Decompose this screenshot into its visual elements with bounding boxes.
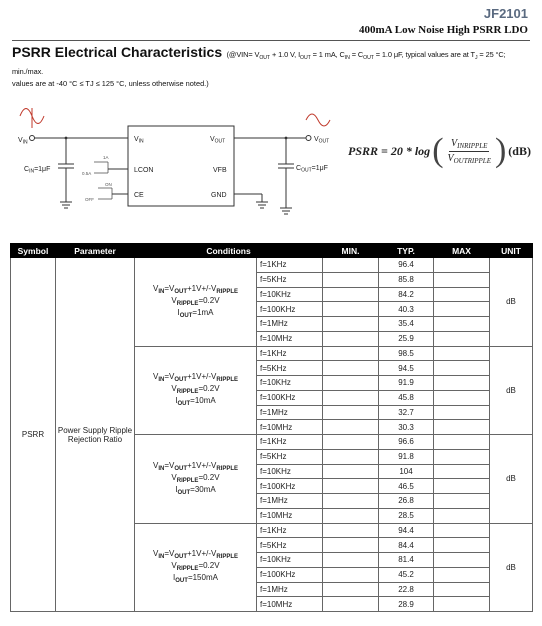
- min-cell: [323, 420, 379, 435]
- svg-text:VFB: VFB: [213, 167, 227, 174]
- max-cell: [434, 317, 490, 332]
- max-cell: [434, 597, 490, 612]
- input-ripple-icon: [20, 108, 44, 128]
- typ-cell: 22.8: [379, 582, 434, 597]
- max-cell: [434, 553, 490, 568]
- unit-cell: dB: [490, 258, 533, 347]
- min-cell: [323, 479, 379, 494]
- symbol-cell: PSRR: [11, 258, 56, 612]
- header-symbol: Symbol: [11, 244, 56, 258]
- freq-cell: f=100KHz: [257, 390, 323, 405]
- typ-cell: 91.9: [379, 376, 434, 391]
- max-cell: [434, 405, 490, 420]
- header-typ: TYP.: [379, 244, 434, 258]
- min-cell: [323, 523, 379, 538]
- min-cell: [323, 361, 379, 376]
- condition-cell: $V_{IN}=V_{OUT}+1V+/-V_{RIPPLE}$ $V_{RIPPLE}=0.2V$ $I_{OUT}=150mA$: [135, 523, 257, 612]
- freq-cell: f=5KHz: [257, 538, 323, 553]
- freq-cell: f=1MHz: [257, 405, 323, 420]
- freq-cell: f=10KHz: [257, 553, 323, 568]
- section-conditions: (@VIN= $V_{OUT} + 1.0$ V, $I_{OUT} = 1$ mA, $C_{IN} = C_{OUT} = 1.0$ μF, typical values are at $T_J = 25$ °C; min./max.: [12, 50, 506, 76]
- freq-cell: f=10MHz: [257, 331, 323, 346]
- min-cell: [323, 508, 379, 523]
- freq-cell: f=5KHz: [257, 361, 323, 376]
- min-cell: [323, 331, 379, 346]
- freq-cell: f=10MHz: [257, 420, 323, 435]
- max-cell: [434, 258, 490, 273]
- part-description: 400mA Low Noise High PSRR LDO: [359, 24, 528, 36]
- cout-label: $C_{OUT}=1\mu F$: [296, 165, 328, 174]
- section-title: PSRR Electrical Characteristics: [12, 44, 223, 60]
- max-cell: [434, 508, 490, 523]
- section-header: [12, 45, 534, 87]
- min-cell: [323, 582, 379, 597]
- condition-cell: $V_{IN}=V_{OUT}+1V+/-V_{RIPPLE}$ $V_{RIPPLE}=0.2V$ $I_{OUT}=1mA$: [135, 258, 257, 347]
- lcon-switch: [82, 155, 128, 176]
- typ-cell: 25.9: [379, 331, 434, 346]
- svg-text:OFF: OFF: [85, 197, 94, 202]
- typ-cell: 46.5: [379, 479, 434, 494]
- typ-cell: 40.3: [379, 302, 434, 317]
- min-cell: [323, 494, 379, 509]
- typ-cell: 96.6: [379, 435, 434, 450]
- min-cell: [323, 272, 379, 287]
- typ-cell: 28.9: [379, 597, 434, 612]
- max-cell: [434, 494, 490, 509]
- min-cell: [323, 287, 379, 302]
- table-header-row: [11, 244, 533, 258]
- unit-cell: dB: [490, 435, 533, 524]
- min-cell: [323, 597, 379, 612]
- svg-text:1A: 1A: [103, 155, 109, 160]
- max-cell: [434, 435, 490, 450]
- min-cell: [323, 567, 379, 582]
- ce-switch: [85, 182, 128, 202]
- typ-cell: 26.8: [379, 494, 434, 509]
- freq-cell: f=1MHz: [257, 494, 323, 509]
- typ-cell: 98.5: [379, 346, 434, 361]
- section-conditions-line2: values are at -40 °C ≤ TJ ≤ 125 °C, unless otherwise noted.): [12, 78, 209, 88]
- min-cell: [323, 390, 379, 405]
- svg-text:0.5A: 0.5A: [82, 171, 92, 176]
- vin-terminal: [18, 136, 35, 146]
- header-min: MIN.: [323, 244, 379, 258]
- max-cell: [434, 523, 490, 538]
- svg-text:VIN: $V_{IN}$: [18, 137, 28, 146]
- psrr-formula: PSRR = 20 * log ( $\frac{V_{INRIPPLE}}{V_{OUTRIPPLE}}$ ) (dB): [348, 132, 531, 169]
- vout-terminal: [306, 136, 329, 145]
- svg-text:VOUT: $V_{OUT}$: [210, 136, 226, 145]
- max-cell: [434, 464, 490, 479]
- psrr-table: [10, 243, 533, 612]
- freq-cell: f=100KHz: [257, 567, 323, 582]
- min-cell: [323, 376, 379, 391]
- min-cell: [323, 317, 379, 332]
- typ-cell: 84.2: [379, 287, 434, 302]
- condition-cell: $V_{IN}=V_{OUT}+1V+/-V_{RIPPLE}$ $V_{RIPPLE}=0.2V$ $I_{OUT}=30mA$: [135, 435, 257, 524]
- min-cell: [323, 464, 379, 479]
- header-rule: [12, 40, 530, 41]
- ground-symbol: [60, 202, 72, 208]
- min-cell: [323, 449, 379, 464]
- freq-cell: f=1KHz: [257, 435, 323, 450]
- freq-cell: f=10MHz: [257, 597, 323, 612]
- min-cell: [323, 258, 379, 273]
- freq-cell: f=1MHz: [257, 582, 323, 597]
- header-parameter: Parameter: [56, 244, 135, 258]
- freq-cell: f=10MHz: [257, 508, 323, 523]
- unit-cell: dB: [490, 346, 533, 435]
- max-cell: [434, 331, 490, 346]
- freq-cell: f=10KHz: [257, 287, 323, 302]
- test-circuit-schematic: [10, 98, 346, 222]
- formula-fraction: $\frac{V_{INRIPPLE}}{V_{OUTRIPPLE}}$: [447, 137, 491, 165]
- max-cell: [434, 420, 490, 435]
- max-cell: [434, 272, 490, 287]
- min-cell: [323, 538, 379, 553]
- max-cell: [434, 302, 490, 317]
- svg-text:VIN: $V_{IN}$: [134, 136, 144, 145]
- cin-label: $C_{IN}=1\mu F$: [24, 166, 51, 175]
- freq-cell: f=100KHz: [257, 302, 323, 317]
- typ-cell: 45.8: [379, 390, 434, 405]
- typ-cell: 96.4: [379, 258, 434, 273]
- condition-cell: $V_{IN}=V_{OUT}+1V+/-V_{RIPPLE}$ $V_{RIPPLE}=0.2V$ $I_{OUT}=10mA$: [135, 346, 257, 435]
- max-cell: [434, 346, 490, 361]
- typ-cell: 45.2: [379, 567, 434, 582]
- max-cell: [434, 567, 490, 582]
- min-cell: [323, 346, 379, 361]
- typ-cell: 94.5: [379, 361, 434, 376]
- typ-cell: 28.5: [379, 508, 434, 523]
- freq-cell: f=1MHz: [257, 317, 323, 332]
- freq-cell: f=1KHz: [257, 523, 323, 538]
- max-cell: [434, 582, 490, 597]
- part-number: JF2101: [483, 6, 528, 21]
- typ-cell: 30.3: [379, 420, 434, 435]
- min-cell: [323, 302, 379, 317]
- min-cell: [323, 435, 379, 450]
- typ-cell: 104: [379, 464, 434, 479]
- max-cell: [434, 376, 490, 391]
- output-ripple-icon: [306, 114, 330, 126]
- header-unit: UNIT: [490, 244, 533, 258]
- max-cell: [434, 479, 490, 494]
- typ-cell: 32.7: [379, 405, 434, 420]
- freq-cell: f=100KHz: [257, 479, 323, 494]
- max-cell: [434, 538, 490, 553]
- max-cell: [434, 390, 490, 405]
- typ-cell: 85.8: [379, 272, 434, 287]
- max-cell: [434, 449, 490, 464]
- header-conditions: Conditions: [135, 244, 323, 258]
- min-cell: [323, 405, 379, 420]
- freq-cell: f=1KHz: [257, 258, 323, 273]
- typ-cell: 94.4: [379, 523, 434, 538]
- typ-cell: 35.4: [379, 317, 434, 332]
- min-cell: [323, 553, 379, 568]
- max-cell: [434, 361, 490, 376]
- freq-cell: f=10KHz: [257, 376, 323, 391]
- header-max: MAX: [434, 244, 490, 258]
- unit-cell: dB: [490, 523, 533, 612]
- typ-cell: 84.4: [379, 538, 434, 553]
- svg-text:CE: CE: [134, 192, 144, 199]
- typ-cell: 81.4: [379, 553, 434, 568]
- svg-text:ON: ON: [105, 182, 112, 187]
- svg-text:GND: GND: [211, 192, 227, 199]
- svg-text:LCON: LCON: [134, 167, 154, 174]
- freq-cell: f=5KHz: [257, 272, 323, 287]
- freq-cell: f=5KHz: [257, 449, 323, 464]
- parameter-cell: Power Supply Ripple Rejection Ratio: [56, 258, 135, 612]
- typ-cell: 91.8: [379, 449, 434, 464]
- svg-text:VOUT: $V_{OUT}$: [314, 136, 330, 145]
- table-row: [11, 258, 533, 273]
- freq-cell: f=10KHz: [257, 464, 323, 479]
- freq-cell: f=1KHz: [257, 346, 323, 361]
- max-cell: [434, 287, 490, 302]
